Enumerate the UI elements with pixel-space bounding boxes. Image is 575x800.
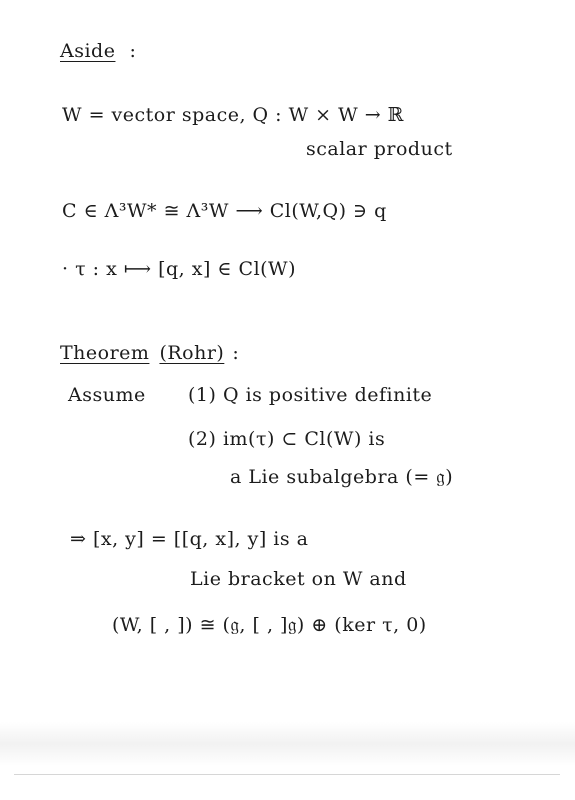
theorem-title: Theorem: [60, 342, 150, 364]
aside-heading: [60, 40, 136, 62]
decomposition-line: (W, [ , ]) ≅ (𝔤, [ , ]𝔤) ⊕ (ker τ, 0): [112, 614, 427, 636]
scalar-product-label: scalar product: [306, 138, 453, 160]
condition-2: (2) im(τ) ⊂ Cl(W) is: [188, 428, 386, 450]
aside-title: Aside: [60, 40, 116, 62]
theorem-heading: [60, 342, 239, 364]
lie-bracket-line: Lie bracket on W and: [190, 568, 407, 590]
theorem-attribution: (Rohr): [159, 342, 225, 364]
scan-smudge: [0, 722, 575, 766]
tau-map-line: · τ : x ⟼ [q, x] ∈ Cl(W): [62, 258, 296, 280]
vector-space-line: W = vector space, Q : W × W → ℝ: [62, 104, 404, 126]
theorem-colon: :: [232, 342, 240, 364]
aside-colon: :: [129, 40, 137, 62]
exterior-algebra-line: C ∈ Λ³W* ≅ Λ³W ⟶ Cl(W,Q) ∋ q: [62, 200, 387, 222]
assume-label: Assume: [68, 384, 146, 406]
condition-1: (1) Q is positive definite: [188, 384, 433, 406]
bracket-definition-line: ⇒ [x, y] = [[q, x], y] is a: [70, 528, 309, 550]
condition-2-continued: a Lie subalgebra (= 𝔤): [230, 466, 454, 488]
page-bottom-rule: [14, 774, 560, 775]
